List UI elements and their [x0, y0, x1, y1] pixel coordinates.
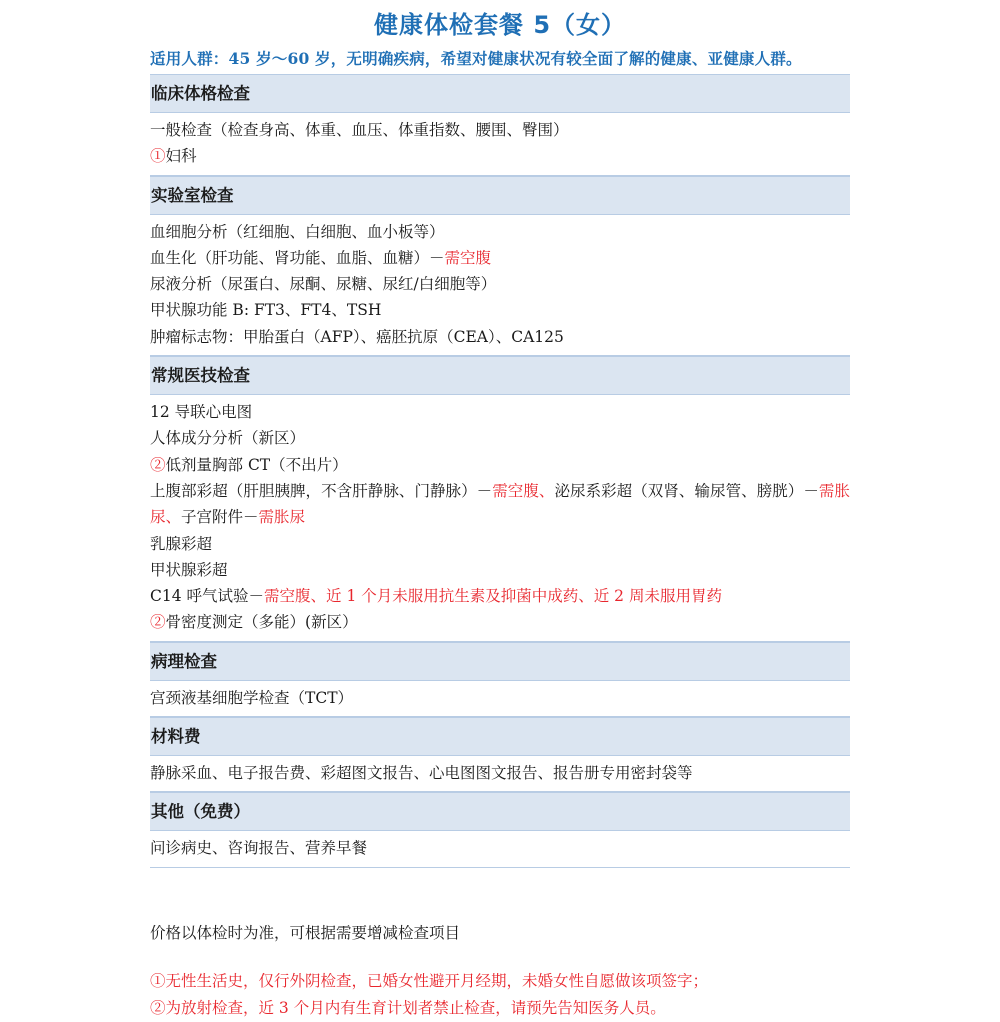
section-body [150, 215, 850, 356]
item-text: 甲状腺功能 B: FT3、FT4、TSH [150, 301, 382, 320]
item-text: 人体成分分析（新区） [150, 429, 306, 448]
item-text: 乳腺彩超 [150, 534, 213, 553]
highlight-text: 需空腹、 [492, 481, 555, 500]
list-item [150, 425, 850, 451]
list-item [150, 531, 850, 557]
item-text: 子宫附件－ [181, 508, 259, 527]
list-item [150, 609, 850, 635]
item-text: 骨密度测定（多能）(新区） [165, 613, 358, 632]
highlight-text: 需胀尿 [258, 508, 306, 527]
list-item [150, 557, 850, 583]
section-header: 其他（免费） [150, 792, 850, 831]
highlight-text: 需胀尿、 [150, 481, 850, 527]
list-item [150, 478, 850, 531]
list-item [150, 297, 850, 323]
section-body [150, 113, 850, 176]
item-text: 尿液分析（尿蛋白、尿酮、尿糖、尿红/白细胞等） [150, 275, 497, 294]
item-text: 低剂量胸部 CT（不出片） [165, 455, 348, 474]
warning-1: ①无性生活史，仅行外阴检查，已婚女性避开月经期，未婚女性自愿做该项签字； [150, 971, 709, 990]
warning-2: ②为放射检查，近 3 个月内有生育计划者禁止检查，请预先告知医务人员。 [150, 998, 666, 1017]
list-item [150, 271, 850, 297]
highlight-text: ① [150, 147, 166, 166]
list-item [150, 835, 850, 861]
item-text: 问诊病史、咨询报告、营养早餐 [150, 839, 368, 858]
item-text: 宫颈液基细胞学检查（TCT） [150, 688, 354, 707]
highlight-text: 需空腹 [444, 248, 492, 267]
document-page [150, 0, 850, 1022]
list-item [150, 143, 850, 169]
page-title: 健康体检套餐 5（女） [373, 11, 627, 39]
warnings-block [150, 968, 850, 1022]
section-body [150, 756, 850, 792]
item-text: 静脉采血、电子报告费、彩超图文报告、心电图图文报告、报告册专用密封袋等 [150, 764, 693, 783]
list-item [150, 245, 850, 271]
item-text: 妇科 [165, 147, 197, 166]
item-text: 肿瘤标志物：甲胎蛋白（AFP）、癌胚抗原（CEA）、CA125 [150, 327, 564, 346]
item-text: 甲状腺彩超 [150, 560, 228, 579]
item-text: 12 导联心电图 [150, 403, 253, 422]
list-item [150, 399, 850, 425]
section-body [150, 681, 850, 717]
section-header: 临床体格检查 [150, 74, 850, 113]
list-item [150, 685, 850, 711]
highlight-text: ② [150, 455, 166, 474]
item-text: C14 呼气试验－ [150, 587, 265, 606]
list-item [150, 760, 850, 786]
list-item [150, 117, 850, 143]
section-body [150, 831, 850, 867]
notes-block [150, 920, 850, 1022]
audience-line: 适用人群：45 岁～60 岁，无明确疾病，希望对健康状况有较全面了解的健康、亚健康人群。 [150, 49, 802, 68]
list-item [150, 452, 850, 478]
section-header: 材料费 [150, 717, 850, 756]
list-item [150, 324, 850, 350]
highlight-text: 需空腹、近 1 个月未服用抗生素及抑菌中成药、近 2 周未服用胃药 [264, 587, 722, 606]
highlight-text: ② [150, 613, 166, 632]
section-body [150, 395, 850, 642]
item-text: 血细胞分析（红细胞、白细胞、血小板等） [150, 222, 445, 241]
item-text: 血生化（肝功能、肾功能、血脂、血糖）－ [150, 248, 445, 267]
section-header: 常规医技检查 [150, 356, 850, 395]
item-text: 上腹部彩超（肝胆胰脾，不含肝静脉、门静脉）－ [150, 481, 493, 500]
list-item [150, 583, 850, 609]
sections-container [150, 74, 850, 868]
item-text: 泌尿系彩超（双肾、输尿管、膀胱）－ [554, 481, 819, 500]
section-header: 实验室检查 [150, 176, 850, 215]
item-text: 一般检查（检查身高、体重、血压、体重指数、腰围、臀围） [150, 121, 569, 139]
section-header: 病理检查 [150, 642, 850, 681]
price-note: 价格以体检时为准，可根据需要增减检查项目 [150, 923, 461, 942]
list-item [150, 219, 850, 245]
